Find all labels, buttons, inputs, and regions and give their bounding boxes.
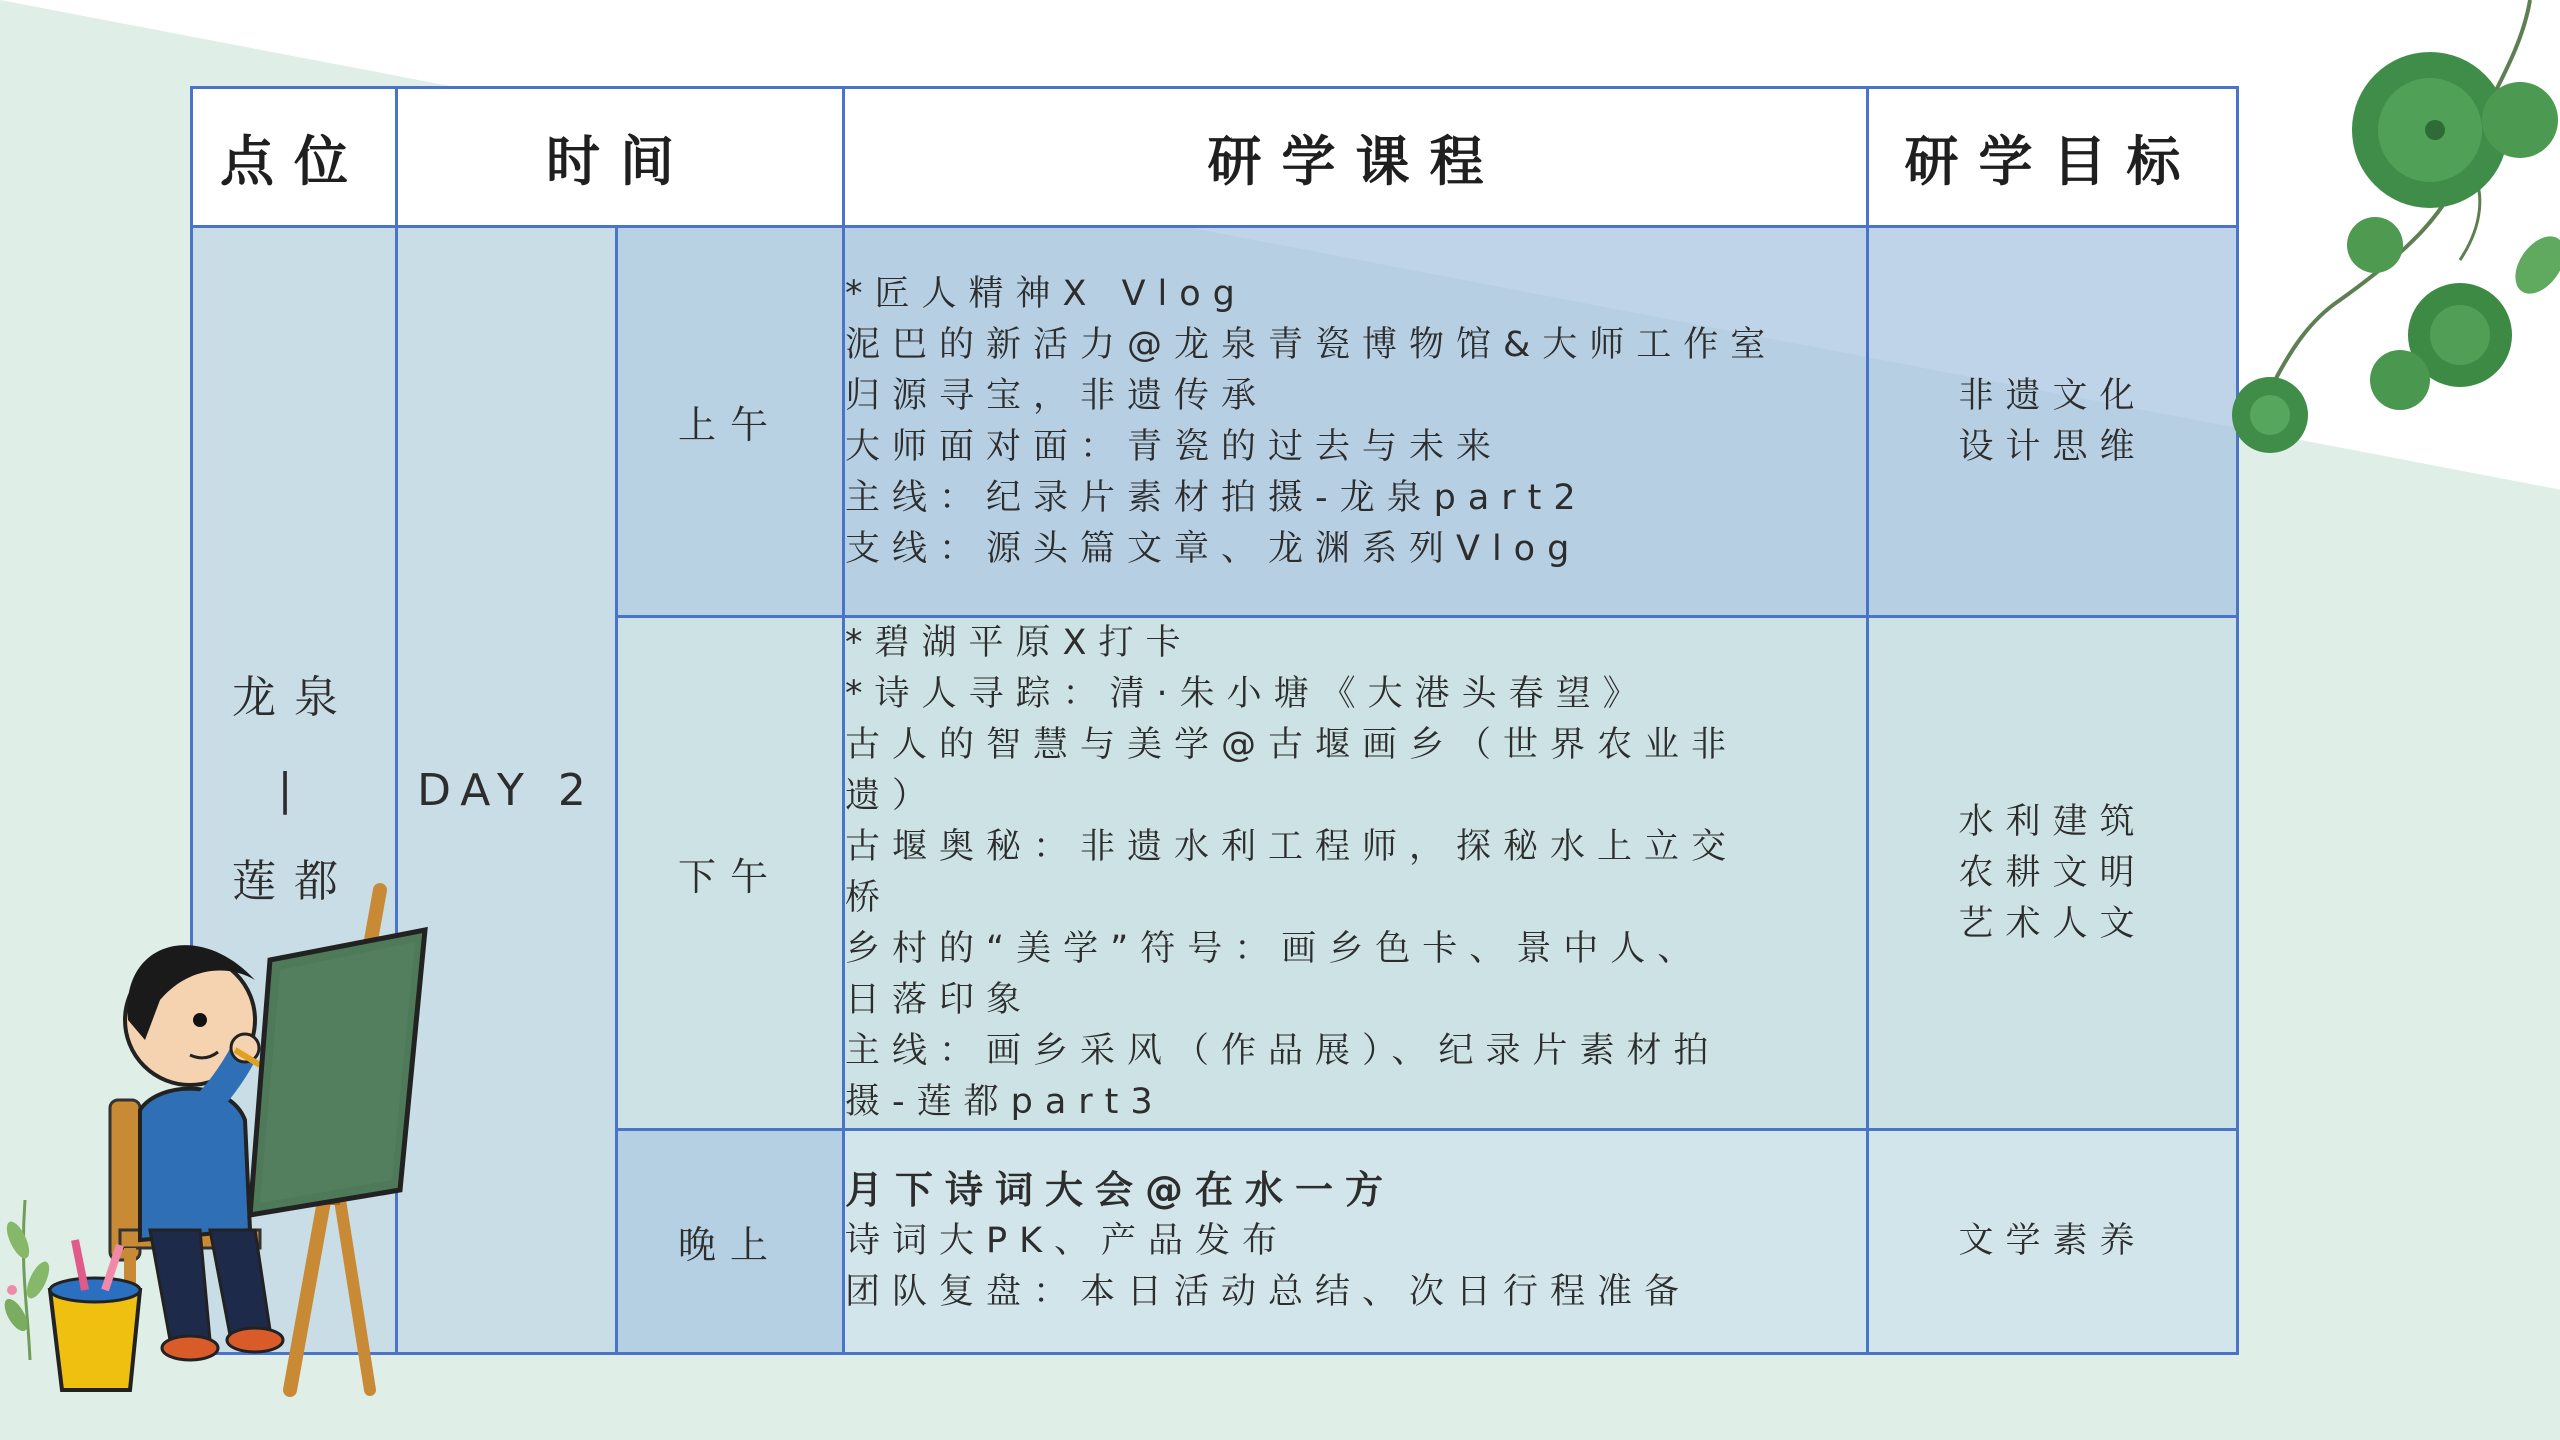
goal-line: 艺术人文 — [1958, 903, 2147, 944]
header-location: 点位 — [192, 88, 397, 227]
course-line: *匠人精神X Vlog — [845, 273, 1247, 314]
goal-line: 设计思维 — [1958, 426, 2147, 467]
goal-line: 水利建筑 — [1958, 801, 2147, 842]
course-line: 古堰奥秘：非遗水利工程师，探秘水上立交 — [845, 827, 1739, 867]
course-line: 归源寻宝，非遗传承 — [845, 375, 1269, 416]
course-line: 主线：纪录片素材拍摄-龙泉part2 — [845, 477, 1588, 518]
header-row — [192, 88, 2238, 227]
course-line: 主线：画乡采风（作品展）、纪录片素材拍 — [845, 1031, 1721, 1071]
course-line: 大师面对面：青瓷的过去与未来 — [845, 426, 1504, 467]
header-goal: 研学目标 — [1868, 88, 2238, 227]
header-course: 研学课程 — [844, 88, 1868, 227]
period-afternoon: 下午 — [617, 617, 844, 1130]
goal-cell-evening — [1868, 1130, 2238, 1354]
location-line: 龙泉 — [232, 672, 356, 723]
goal-line: 文学素养 — [1958, 1221, 2147, 1261]
course-line: 遗） — [845, 776, 940, 816]
table-row-morning — [192, 227, 2238, 617]
course-cell-evening — [844, 1130, 1868, 1354]
course-line: 诗词大PK、产品发布 — [845, 1221, 1290, 1261]
vine-leaves-icon — [2230, 0, 2560, 470]
course-line: 桥 — [845, 878, 893, 918]
course-line: 乡村的“美学”符号：画乡色卡、景中人、 — [845, 929, 1705, 969]
course-line: *碧湖平原X打卡 — [845, 623, 1193, 663]
course-line: 摄-莲都part3 — [845, 1082, 1165, 1122]
course-line: 古人的智慧与美学@古堰画乡（世界农业非 — [845, 725, 1739, 765]
course-line: 支线：源头篇文章、龙渊系列Vlog — [845, 528, 1582, 569]
course-cell-morning — [844, 227, 1868, 617]
goal-line: 非遗文化 — [1958, 375, 2147, 416]
goal-line: 农耕文明 — [1958, 852, 2147, 893]
course-line: *诗人寻踪：清·朱小塘《大港头春望》 — [845, 674, 1650, 714]
header-time: 时间 — [397, 88, 844, 227]
course-line: 泥巴的新活力@龙泉青瓷博物馆&大师工作室 — [845, 324, 1778, 365]
period-evening: 晚上 — [617, 1130, 844, 1354]
course-line: 月下诗词大会@在水一方 — [845, 1168, 1396, 1212]
painter-boy-icon — [40, 870, 440, 1410]
course-cell-afternoon — [844, 617, 1868, 1130]
course-line: 日落印象 — [845, 980, 1034, 1020]
location-divider: | — [277, 764, 311, 815]
day-cell: DAY 2 — [397, 227, 617, 1354]
goal-cell-afternoon — [1868, 617, 2238, 1130]
location-line: 莲都 — [232, 856, 356, 907]
itinerary-table — [190, 86, 2239, 1355]
course-line: 团队复盘：本日活动总结、次日行程准备 — [845, 1272, 1692, 1312]
period-morning: 上午 — [617, 227, 844, 617]
goal-cell-morning — [1868, 227, 2238, 617]
